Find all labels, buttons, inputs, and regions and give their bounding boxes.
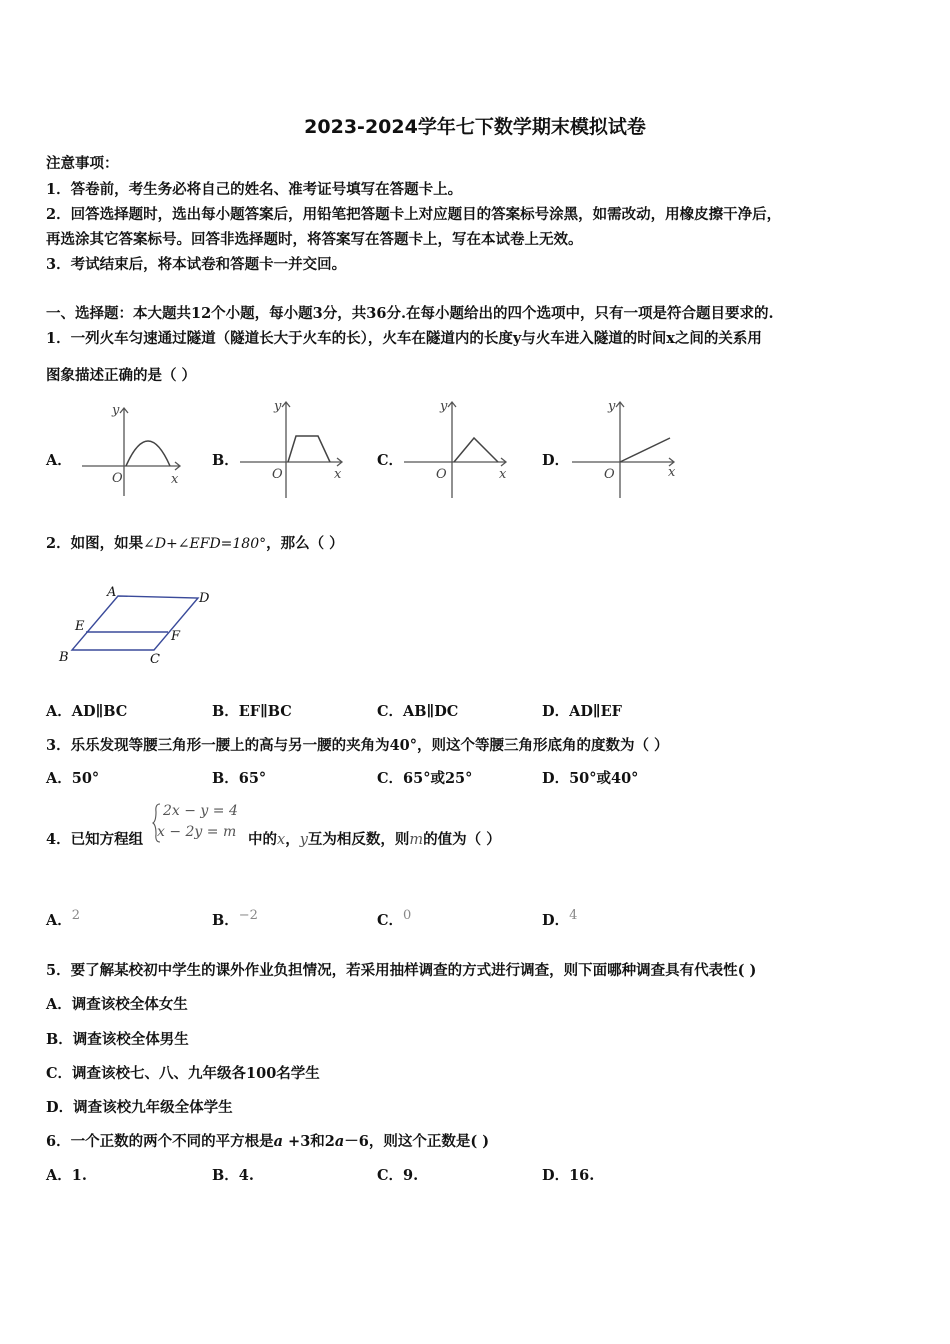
q1-b-y-label: y: [274, 399, 282, 414]
q2-option-d[interactable]: D．AD∥EF: [542, 703, 622, 720]
q4-option-b-value: −2: [238, 908, 258, 923]
q1-b-origin: O: [272, 467, 283, 482]
q1-graph-c: [400, 396, 512, 502]
q4-var-m: m: [409, 832, 424, 848]
q1-b-x-label: x: [334, 467, 342, 482]
q1-graph-a: [78, 400, 188, 500]
q5-option-a[interactable]: A．调查该校全体女生: [46, 996, 188, 1013]
q3-option-b[interactable]: B．65°: [212, 770, 267, 787]
page-title: 2023-2024学年七下数学期末模拟试卷: [304, 116, 646, 138]
q2-point-c: C: [150, 652, 160, 667]
q4-option-c-value: 0: [403, 908, 412, 923]
q4-option-a-value: 2: [71, 908, 81, 923]
q2-point-b: B: [59, 650, 69, 665]
q1-d-x-label: x: [668, 465, 676, 480]
q2-point-f: F: [171, 629, 181, 644]
notice-item-1: 1．答卷前，考生务必将自己的姓名、准考证号填写在答题卡上。: [46, 181, 463, 198]
section-heading: 一、选择题：本大题共12个小题，每小题3分，共36分.在每小题给出的四个选项中，只有一项是符合题目要求的.: [46, 305, 774, 322]
q3-stem: 3．乐乐发现等腰三角形一腰上的高与另一腰的夹角为40°，则这个等腰三角形底角的度数为（ ）: [46, 737, 669, 754]
q1-a-y-label: y: [112, 403, 120, 418]
q4-stem-pre: 4．已知方程组: [46, 831, 144, 848]
notice-item-3: 3．考试结束后，将本试卷和答题卡一并交回。: [46, 256, 347, 273]
q4-option-b-label: B．: [212, 912, 239, 929]
q4-stem-rest: [248, 828, 501, 849]
q4-equation-system: [152, 802, 246, 844]
q1-a-x-label: x: [171, 472, 179, 487]
q2-stem: [46, 532, 344, 553]
q2-point-a: A: [107, 585, 117, 600]
q1-option-c[interactable]: C．: [377, 452, 404, 469]
q1-option-b[interactable]: B．: [212, 452, 239, 469]
q1-c-origin: O: [436, 467, 447, 482]
q2-stem-pre: 2．如图，如果: [46, 535, 144, 552]
q4-option-a-label: A．: [46, 912, 72, 929]
q2-option-a[interactable]: A．AD∥BC: [46, 703, 128, 720]
q6-option-c[interactable]: C．9.: [377, 1167, 419, 1184]
q6-stem-post: －6，则这个正数是( ): [344, 1133, 490, 1150]
q4-equation-1: 2x − y = 4: [163, 803, 238, 819]
q4-sep: ，: [285, 831, 300, 848]
q1-d-y-label: y: [608, 399, 616, 414]
q5-option-b[interactable]: B．调查该校全体男生: [46, 1031, 189, 1048]
q3-option-d[interactable]: D．50°或40°: [542, 770, 639, 787]
q6-option-b[interactable]: B．4.: [212, 1167, 254, 1184]
q4-equation-2: x − 2y = m: [157, 824, 237, 840]
q4-var-x: x: [277, 832, 286, 848]
q6-option-a[interactable]: A．1.: [46, 1167, 87, 1184]
q4-stem-post: 的值为（ ）: [423, 831, 501, 848]
q5-stem: 5．要了解某校初中学生的课外作业负担情况，若采用抽样调查的方式进行调查，则下面哪种调查具有代表性( ): [46, 962, 757, 979]
q1-d-origin: O: [604, 467, 615, 482]
q5-option-c[interactable]: C．调查该校七、八、九年级各100名学生: [46, 1065, 320, 1082]
q1-graph-b: [236, 396, 348, 502]
notice-item-2a: 2．回答选择题时，选出每小题答案后，用铅笔把答题卡上对应题目的答案标号涂黑，如需改动，用橡皮擦干净后，: [46, 206, 782, 223]
q1-option-a[interactable]: A．: [46, 452, 72, 469]
q6-var-a2: a: [334, 1133, 345, 1150]
q1-a-origin: O: [112, 471, 123, 486]
q1-option-d[interactable]: D．: [542, 452, 570, 469]
q6-stem-pre: 6．一个正数的两个不同的平方根是: [46, 1133, 274, 1150]
q2-point-e: E: [75, 619, 85, 634]
q4-option-d-value: 4: [569, 908, 578, 923]
q2-figure: [54, 580, 224, 672]
q4-option-d-label: D．: [542, 912, 570, 929]
q2-option-c[interactable]: C．AB∥DC: [377, 703, 459, 720]
q2-point-d: D: [199, 591, 210, 606]
q3-option-c[interactable]: C．65°或25°: [377, 770, 473, 787]
q1-stem-line1: 1．一列火车匀速通过隧道（隧道长大于火车的长），火车在隧道内的长度y与火车进入隧道的时间x之间的关系用: [46, 330, 762, 347]
q1-c-x-label: x: [499, 467, 507, 482]
q4-option-c-label: C．: [377, 912, 404, 929]
q6-stem: [46, 1130, 489, 1151]
q1-stem-line2: 图象描述正确的是（ ）: [46, 367, 197, 384]
q2-option-b[interactable]: B．EF∥BC: [212, 703, 292, 720]
q3-option-a[interactable]: A．50°: [46, 770, 100, 787]
notice-heading: 注意事项：: [46, 155, 119, 172]
q4-var-y: y: [299, 832, 308, 848]
q2-stem-post: ，那么（ ）: [266, 535, 344, 552]
q1-c-y-label: y: [440, 399, 448, 414]
q4-option-d[interactable]: [542, 909, 577, 930]
q6-var-a1: a: [273, 1133, 283, 1150]
q5-option-d[interactable]: D．调查该校九年级全体学生: [46, 1099, 233, 1116]
q6-option-d[interactable]: D．16.: [542, 1167, 595, 1184]
q4-option-c[interactable]: [377, 909, 411, 930]
q1-graph-d: [568, 396, 680, 502]
notice-item-2b: 再选涂其它答案标号。回答非选择题时，将答案写在答题卡上，写在本试卷上无效。: [46, 231, 583, 248]
q2-stem-expr: ∠D+∠EFD=180°: [143, 536, 267, 552]
q4-stem-mid1: 中的: [248, 831, 277, 848]
q4-option-a[interactable]: [46, 909, 80, 930]
q4-option-b[interactable]: [212, 909, 258, 930]
q6-stem-mid: +3和2: [283, 1133, 335, 1150]
q4-stem-mid2: 互为相反数，则: [307, 831, 410, 848]
